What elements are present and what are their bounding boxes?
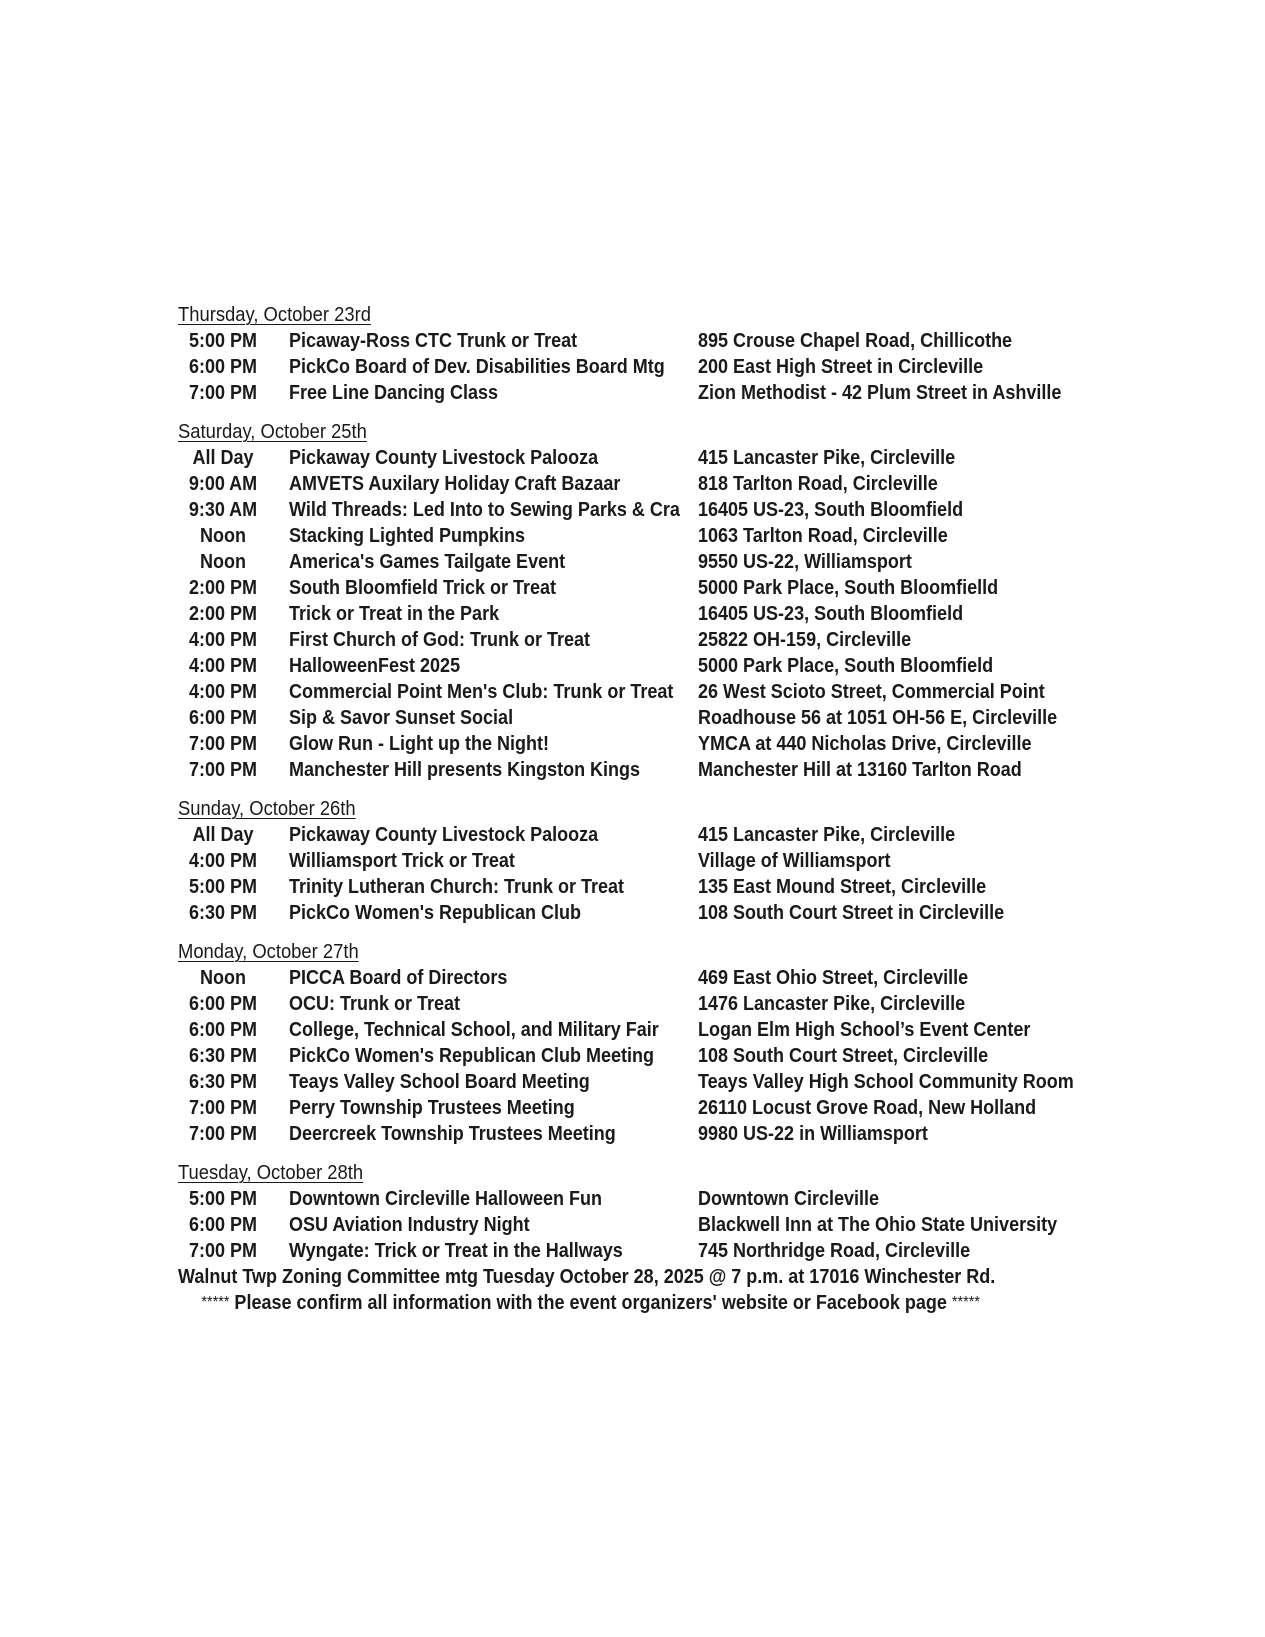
day-heading: Sunday, October 26th bbox=[178, 798, 356, 820]
event-time: 7:00 PM bbox=[188, 733, 258, 755]
event-title-cell bbox=[289, 601, 697, 627]
event-time: 7:00 PM bbox=[188, 1097, 258, 1119]
event-location: Manchester Hill at 13160 Tarlton Road bbox=[698, 759, 1022, 781]
day-section bbox=[178, 419, 1178, 783]
zoning-note: Walnut Twp Zoning Committee mtg Tuesday October 28, 2025 @ 7 p.m. at 17016 Winchester Rd. bbox=[178, 1266, 996, 1288]
event-time: 6:30 PM bbox=[188, 902, 258, 924]
event-title-cell bbox=[289, 1043, 697, 1069]
event-location: Roadhouse 56 at 1051 OH-56 E, Circleville bbox=[698, 707, 1058, 729]
event-title-cell bbox=[289, 900, 697, 926]
day-section bbox=[178, 302, 1178, 406]
event-title-cell bbox=[289, 1069, 697, 1095]
event-time: 2:00 PM bbox=[188, 603, 258, 625]
event-title-cell bbox=[289, 1186, 697, 1212]
event-title: Manchester Hill presents Kingston Kings bbox=[289, 759, 641, 781]
event-title-cell bbox=[289, 653, 697, 679]
event-title-cell bbox=[289, 705, 697, 731]
event-row bbox=[178, 1186, 1178, 1212]
event-location: Zion Methodist - 42 Plum Street in Ashville bbox=[698, 382, 1062, 404]
event-row bbox=[178, 1043, 1178, 1069]
event-title: Perry Township Trustees Meeting bbox=[289, 1097, 575, 1119]
event-location: 469 East Ohio Street, Circleville bbox=[698, 967, 969, 989]
event-row bbox=[178, 1069, 1178, 1095]
event-time: 6:30 PM bbox=[188, 1045, 258, 1067]
event-location: 415 Lancaster Pike, Circleville bbox=[698, 447, 956, 469]
event-row bbox=[178, 991, 1178, 1017]
event-title: College, Technical School, and Military Fair bbox=[289, 1019, 659, 1041]
event-location: 9980 US-22 in Williamsport bbox=[698, 1123, 928, 1145]
event-title-cell bbox=[289, 822, 697, 848]
event-title: PickCo Women's Republican Club bbox=[289, 902, 581, 924]
event-location: 16405 US-23, South Bloomfield bbox=[698, 603, 964, 625]
disclaimer-stars-left: ***** bbox=[201, 1294, 230, 1311]
event-title: Stacking Lighted Pumpkins bbox=[289, 525, 526, 547]
event-location: 108 South Court Street, Circleville bbox=[698, 1045, 989, 1067]
event-time: 6:00 PM bbox=[188, 993, 258, 1015]
event-time: 2:00 PM bbox=[188, 577, 258, 599]
event-title-cell bbox=[289, 523, 697, 549]
event-time: 6:00 PM bbox=[188, 1214, 258, 1236]
event-title-cell bbox=[289, 627, 697, 653]
event-location: Logan Elm High School’s Event Center bbox=[698, 1019, 1031, 1041]
event-row bbox=[178, 523, 1178, 549]
days-container bbox=[178, 302, 1178, 1264]
event-time: All Day bbox=[192, 447, 254, 469]
event-time: 4:00 PM bbox=[188, 850, 258, 872]
event-title: Pickaway County Livestock Palooza bbox=[289, 824, 599, 846]
event-title-cell bbox=[289, 471, 697, 497]
event-row bbox=[178, 627, 1178, 653]
event-title: Sip & Savor Sunset Social bbox=[289, 707, 514, 729]
event-row bbox=[178, 328, 1178, 354]
disclaimer bbox=[178, 1290, 1078, 1316]
event-title: Glow Run - Light up the Night! bbox=[289, 733, 549, 755]
event-title-cell bbox=[289, 328, 697, 354]
event-title-cell bbox=[289, 549, 697, 575]
event-time: 4:00 PM bbox=[188, 655, 258, 677]
day-section bbox=[178, 939, 1178, 1147]
event-title-cell bbox=[289, 445, 697, 471]
event-row bbox=[178, 705, 1178, 731]
event-location: 895 Crouse Chapel Road, Chillicothe bbox=[698, 330, 1013, 352]
event-time: 7:00 PM bbox=[188, 1123, 258, 1145]
event-title-cell bbox=[289, 848, 697, 874]
event-row bbox=[178, 874, 1178, 900]
event-title: Commercial Point Men's Club: Trunk or Treat bbox=[289, 681, 674, 703]
event-time: 4:00 PM bbox=[188, 629, 258, 651]
event-title-cell bbox=[289, 1095, 697, 1121]
event-title: Teays Valley School Board Meeting bbox=[289, 1071, 590, 1093]
event-row bbox=[178, 575, 1178, 601]
event-time: 5:00 PM bbox=[188, 1188, 258, 1210]
event-time: Noon bbox=[200, 525, 246, 547]
event-row bbox=[178, 757, 1178, 783]
event-time: 9:30 AM bbox=[188, 499, 258, 521]
event-title-cell bbox=[289, 1017, 697, 1043]
event-title: PickCo Board of Dev. Disabilities Board Mtg bbox=[289, 356, 665, 378]
event-time: 7:00 PM bbox=[188, 382, 258, 404]
event-time: 5:00 PM bbox=[188, 330, 258, 352]
event-time: 9:00 AM bbox=[188, 473, 258, 495]
event-location: Teays Valley High School Community Room bbox=[698, 1071, 1074, 1093]
event-location: Downtown Circleville bbox=[698, 1188, 880, 1210]
event-location: 1476 Lancaster Pike, Circleville bbox=[698, 993, 966, 1015]
event-title: Trick or Treat in the Park bbox=[289, 603, 500, 625]
event-title-cell bbox=[289, 965, 697, 991]
event-row bbox=[178, 965, 1178, 991]
event-title-cell bbox=[289, 497, 697, 523]
event-row bbox=[178, 679, 1178, 705]
event-title: First Church of God: Trunk or Treat bbox=[289, 629, 591, 651]
event-location: 135 East Mound Street, Circleville bbox=[698, 876, 987, 898]
event-title: South Bloomfield Trick or Treat bbox=[289, 577, 557, 599]
event-row bbox=[178, 445, 1178, 471]
event-row bbox=[178, 900, 1178, 926]
event-location: 5000 Park Place, South Bloomfield bbox=[698, 655, 994, 677]
event-title: Wild Threads: Led Into to Sewing Parks & Cra bbox=[289, 499, 680, 521]
event-title-cell bbox=[289, 380, 697, 406]
event-location: 5000 Park Place, South Bloomfielld bbox=[698, 577, 999, 599]
event-title: PickCo Women's Republican Club Meeting bbox=[289, 1045, 654, 1067]
event-time: 7:00 PM bbox=[188, 1240, 258, 1262]
event-title-cell bbox=[289, 731, 697, 757]
event-title: Trinity Lutheran Church: Trunk or Treat bbox=[289, 876, 625, 898]
event-location: 26 West Scioto Street, Commercial Point bbox=[698, 681, 1045, 703]
event-time: Noon bbox=[200, 967, 246, 989]
event-location: 745 Northridge Road, Circleville bbox=[698, 1240, 971, 1262]
day-heading: Tuesday, October 28th bbox=[178, 1162, 364, 1184]
event-location: 108 South Court Street in Circleville bbox=[698, 902, 1005, 924]
event-title: HalloweenFest 2025 bbox=[289, 655, 461, 677]
event-title-cell bbox=[289, 354, 697, 380]
event-title: Picaway-Ross CTC Trunk or Treat bbox=[289, 330, 578, 352]
event-row bbox=[178, 380, 1178, 406]
event-location: 16405 US-23, South Bloomfield bbox=[698, 499, 964, 521]
event-time: All Day bbox=[192, 824, 254, 846]
event-row bbox=[178, 354, 1178, 380]
event-title-cell bbox=[289, 991, 697, 1017]
event-row bbox=[178, 653, 1178, 679]
event-time: 5:00 PM bbox=[188, 876, 258, 898]
event-row bbox=[178, 1212, 1178, 1238]
event-schedule bbox=[178, 302, 1178, 1316]
event-title: America's Games Tailgate Event bbox=[289, 551, 566, 573]
day-heading: Thursday, October 23rd bbox=[178, 304, 371, 326]
event-row bbox=[178, 1017, 1178, 1043]
event-title: Pickaway County Livestock Palooza bbox=[289, 447, 599, 469]
event-location: Blackwell Inn at The Ohio State University bbox=[698, 1214, 1058, 1236]
event-title: Williamsport Trick or Treat bbox=[289, 850, 515, 872]
event-title-cell bbox=[289, 1238, 697, 1264]
day-heading: Monday, October 27th bbox=[178, 941, 359, 963]
event-title: OCU: Trunk or Treat bbox=[289, 993, 461, 1015]
event-row bbox=[178, 471, 1178, 497]
event-title-cell bbox=[289, 1121, 697, 1147]
event-title-cell bbox=[289, 575, 697, 601]
event-title-cell bbox=[289, 1212, 697, 1238]
event-time: 6:00 PM bbox=[188, 707, 258, 729]
event-location: 818 Tarlton Road, Circleville bbox=[698, 473, 938, 495]
day-section bbox=[178, 796, 1178, 926]
event-row bbox=[178, 731, 1178, 757]
event-title: Downtown Circleville Halloween Fun bbox=[289, 1188, 603, 1210]
event-row bbox=[178, 822, 1178, 848]
event-row bbox=[178, 1095, 1178, 1121]
event-title: Deercreek Township Trustees Meeting bbox=[289, 1123, 616, 1145]
event-time: 4:00 PM bbox=[188, 681, 258, 703]
event-location: 9550 US-22, Williamsport bbox=[698, 551, 912, 573]
event-location: 415 Lancaster Pike, Circleville bbox=[698, 824, 956, 846]
event-time: 6:00 PM bbox=[188, 356, 258, 378]
disclaimer-text: Please confirm all information with the event organizers' website or Facebook page bbox=[234, 1292, 947, 1314]
event-row bbox=[178, 549, 1178, 575]
event-row bbox=[178, 1238, 1178, 1264]
event-title: Free Line Dancing Class bbox=[289, 382, 499, 404]
event-title: Wyngate: Trick or Treat in the Hallways bbox=[289, 1240, 623, 1262]
event-title-cell bbox=[289, 757, 697, 783]
event-title: OSU Aviation Industry Night bbox=[289, 1214, 530, 1236]
day-section bbox=[178, 1160, 1178, 1264]
event-location: 26110 Locust Grove Road, New Holland bbox=[698, 1097, 1037, 1119]
event-time: 6:30 PM bbox=[188, 1071, 258, 1093]
day-heading: Saturday, October 25th bbox=[178, 421, 367, 443]
event-title-cell bbox=[289, 679, 697, 705]
event-row bbox=[178, 497, 1178, 523]
event-title: AMVETS Auxilary Holiday Craft Bazaar bbox=[289, 473, 621, 495]
event-location: Village of Williamsport bbox=[698, 850, 891, 872]
disclaimer-stars-right: ***** bbox=[951, 1294, 980, 1311]
event-location: 200 East High Street in Circleville bbox=[698, 356, 984, 378]
event-location: YMCA at 440 Nicholas Drive, Circleville bbox=[698, 733, 1032, 755]
event-location: 25822 OH-159, Circleville bbox=[698, 629, 912, 651]
event-title: PICCA Board of Directors bbox=[289, 967, 508, 989]
event-row bbox=[178, 1121, 1178, 1147]
event-row bbox=[178, 848, 1178, 874]
event-location: 1063 Tarlton Road, Circleville bbox=[698, 525, 948, 547]
event-row bbox=[178, 601, 1178, 627]
event-time: Noon bbox=[200, 551, 246, 573]
event-title-cell bbox=[289, 874, 697, 900]
event-time: 6:00 PM bbox=[188, 1019, 258, 1041]
event-time: 7:00 PM bbox=[188, 759, 258, 781]
